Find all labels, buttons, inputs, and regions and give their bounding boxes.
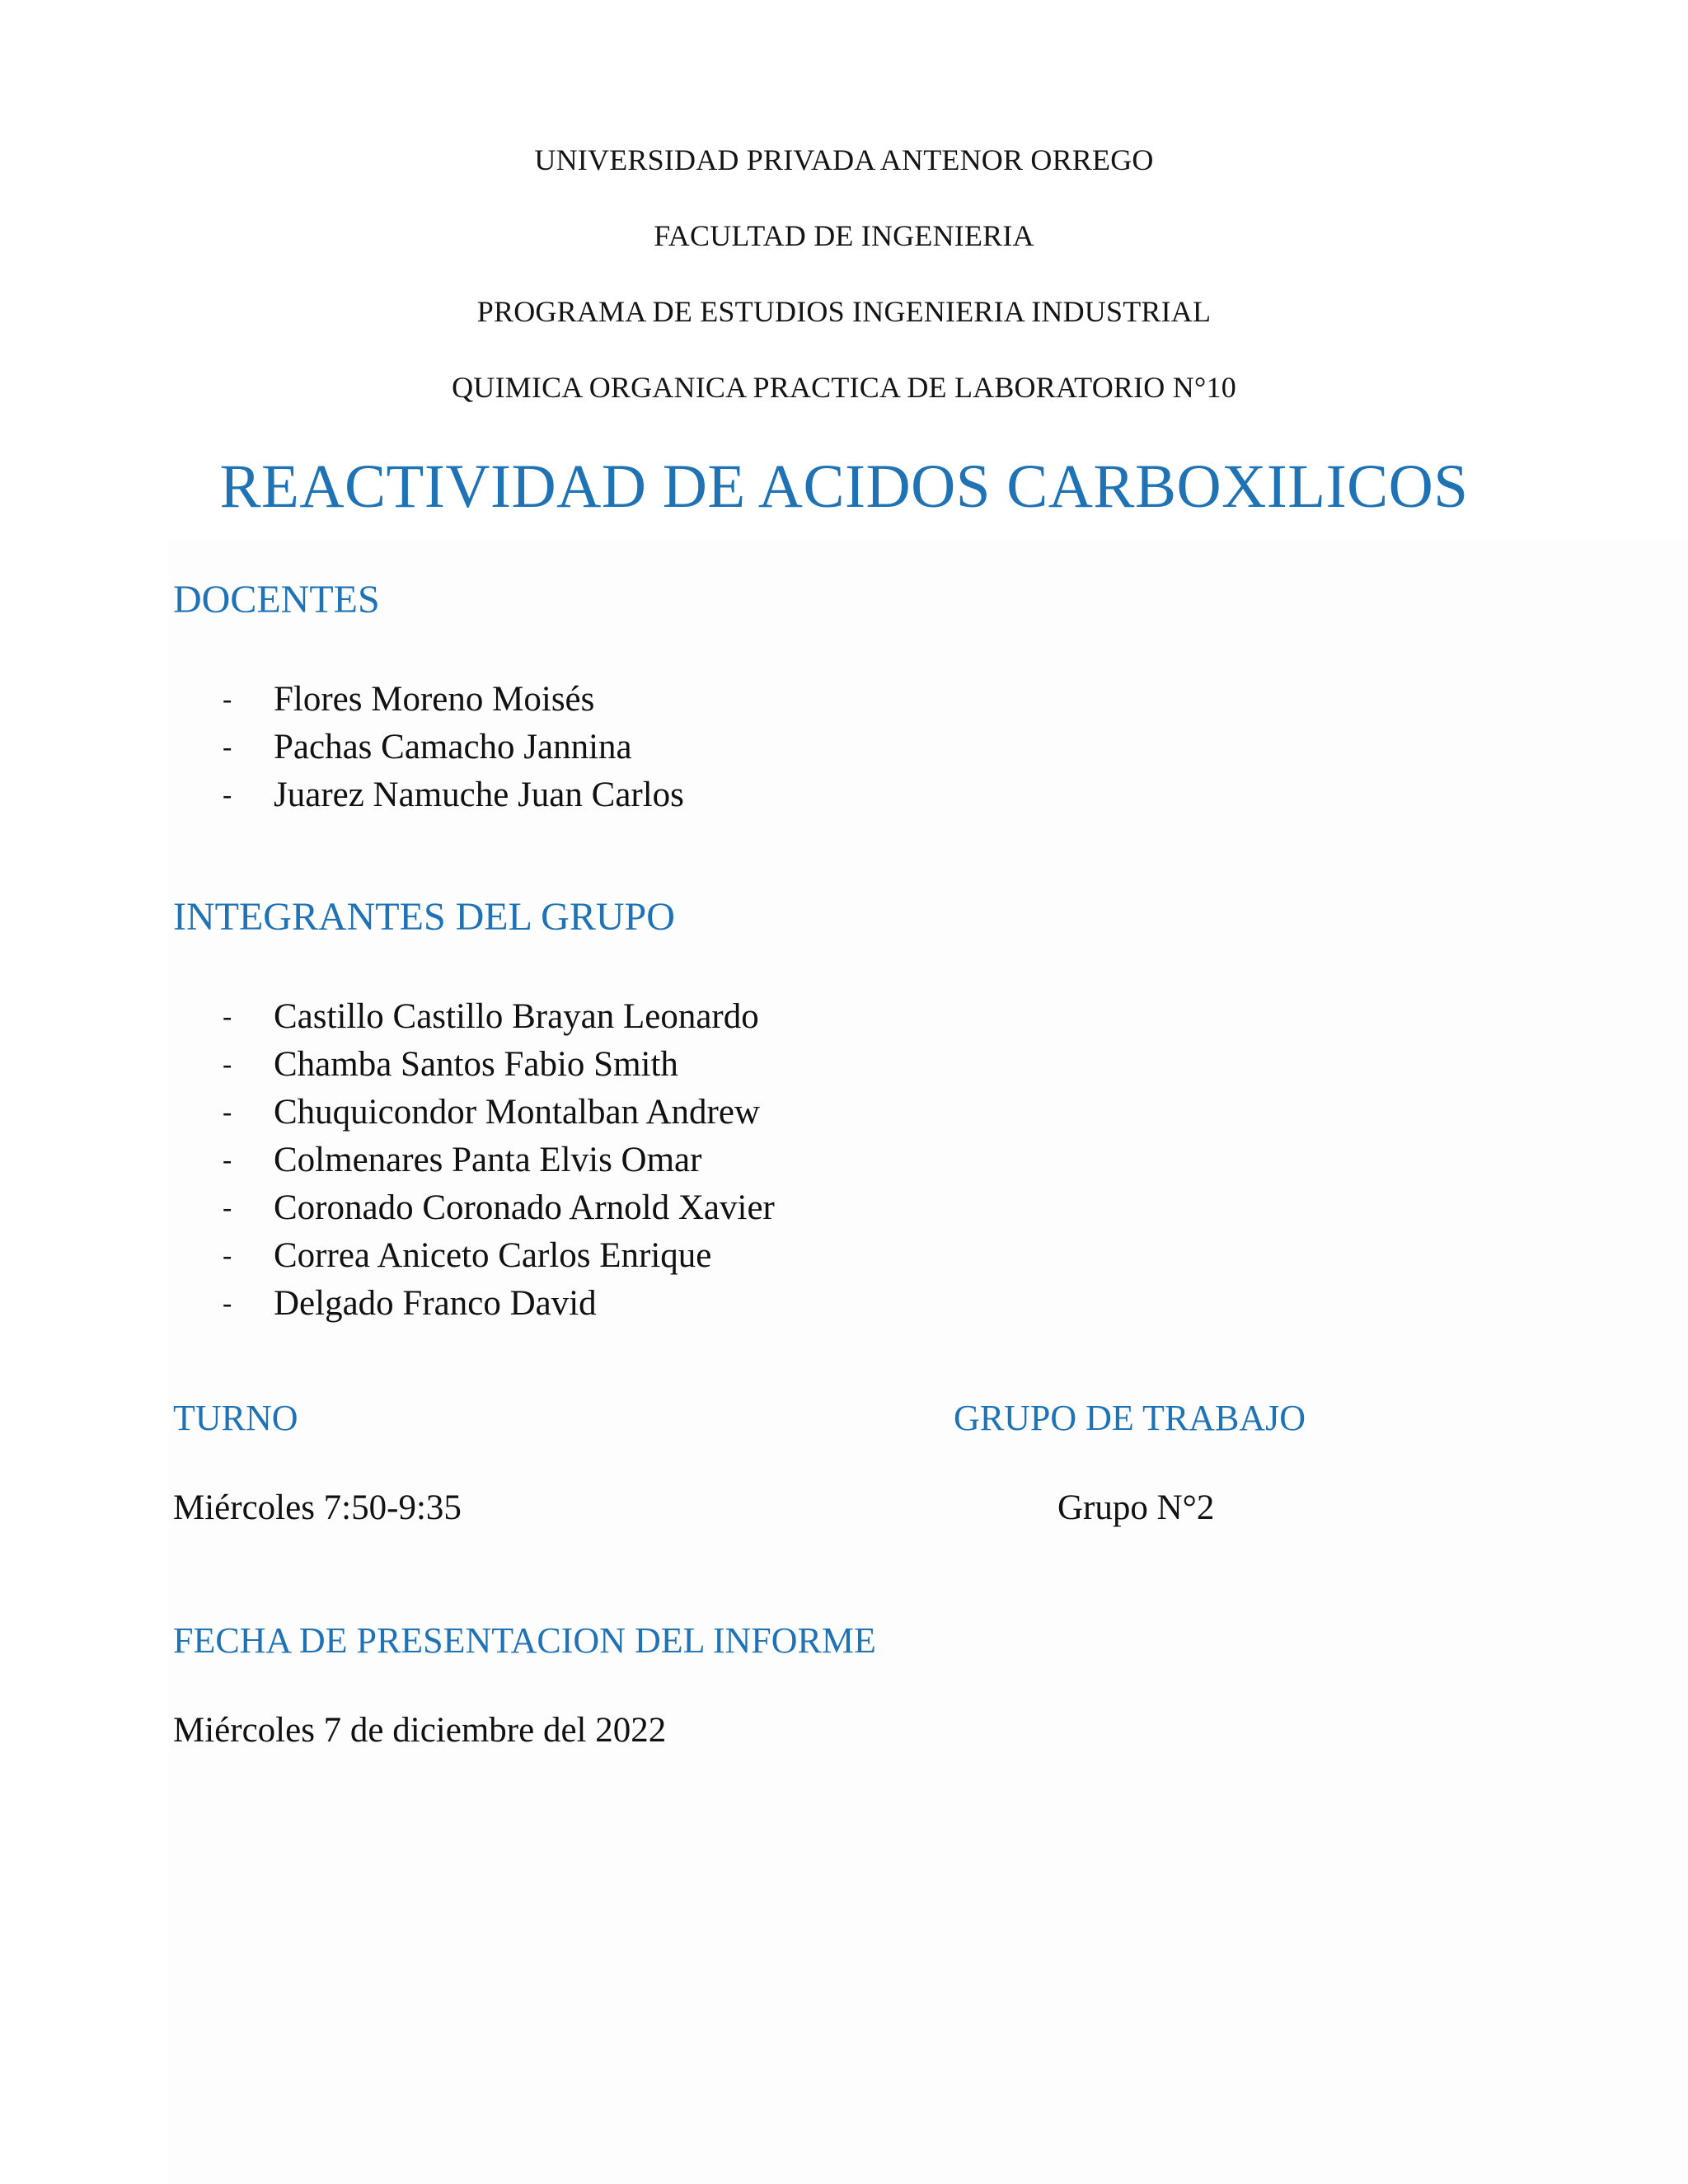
list-item	[173, 724, 684, 771]
bullet-dash: -	[223, 1097, 232, 1127]
integrante-name: Chuquicondor Montalban Andrew	[274, 1093, 760, 1132]
faculty-name: FACULTAD DE INGENIERIA	[654, 219, 1034, 252]
integrante-name: Correa Aniceto Carlos Enrique	[274, 1236, 712, 1275]
turno-heading: TURNO	[173, 1398, 298, 1438]
bullet-dash: -	[223, 684, 232, 715]
document-title: REACTIVIDAD DE ACIDOS CARBOXILICOS	[219, 452, 1469, 521]
integrantes-list	[173, 993, 775, 1328]
list-item	[173, 1232, 775, 1280]
integrante-name: Coronado Coronado Arnold Xavier	[274, 1188, 775, 1227]
bullet-dash: -	[223, 732, 232, 762]
docente-name: Juarez Namuche Juan Carlos	[274, 776, 684, 814]
docente-name: Flores Moreno Moisés	[274, 680, 595, 719]
integrante-name: Colmenares Panta Elvis Omar	[274, 1141, 702, 1179]
list-item	[173, 771, 684, 819]
bullet-dash: -	[223, 1193, 232, 1223]
list-item	[173, 1137, 775, 1184]
bullet-dash: -	[223, 780, 232, 810]
docente-name: Pachas Camacho Jannina	[274, 728, 632, 766]
course-name: QUIMICA ORGANICA PRACTICA DE LABORATORIO N°10	[452, 371, 1236, 404]
integrantes-heading: INTEGRANTES DEL GRUPO	[173, 895, 675, 939]
bullet-dash: -	[223, 1001, 232, 1032]
docentes-list	[173, 676, 684, 819]
list-item	[173, 1184, 775, 1232]
fecha-value: Miércoles 7 de diciembre del 2022	[173, 1711, 667, 1750]
integrante-name: Delgado Franco David	[274, 1284, 597, 1323]
list-item	[173, 1041, 775, 1089]
bullet-dash: -	[223, 1288, 232, 1319]
bullet-dash: -	[223, 1145, 232, 1175]
fecha-heading: FECHA DE PRESENTACION DEL INFORME	[173, 1620, 876, 1661]
university-name: UNIVERSIDAD PRIVADA ANTENOR ORREGO	[534, 143, 1154, 176]
bullet-dash: -	[223, 1240, 232, 1271]
turno-value: Miércoles 7:50-9:35	[173, 1488, 462, 1527]
bullet-dash: -	[223, 1049, 232, 1080]
list-item	[173, 1089, 775, 1137]
integrante-name: Castillo Castillo Brayan Leonardo	[274, 997, 759, 1036]
integrante-name: Chamba Santos Fabio Smith	[274, 1045, 678, 1084]
list-item	[173, 993, 775, 1041]
list-item	[173, 1280, 775, 1328]
program-name: PROGRAMA DE ESTUDIOS INGENIERIA INDUSTRIAL	[476, 295, 1212, 328]
docentes-heading: DOCENTES	[173, 578, 380, 621]
list-item	[173, 676, 684, 724]
grupo-trabajo-value: Grupo N°2	[1057, 1488, 1215, 1527]
grupo-trabajo-heading: GRUPO DE TRABAJO	[954, 1398, 1306, 1438]
